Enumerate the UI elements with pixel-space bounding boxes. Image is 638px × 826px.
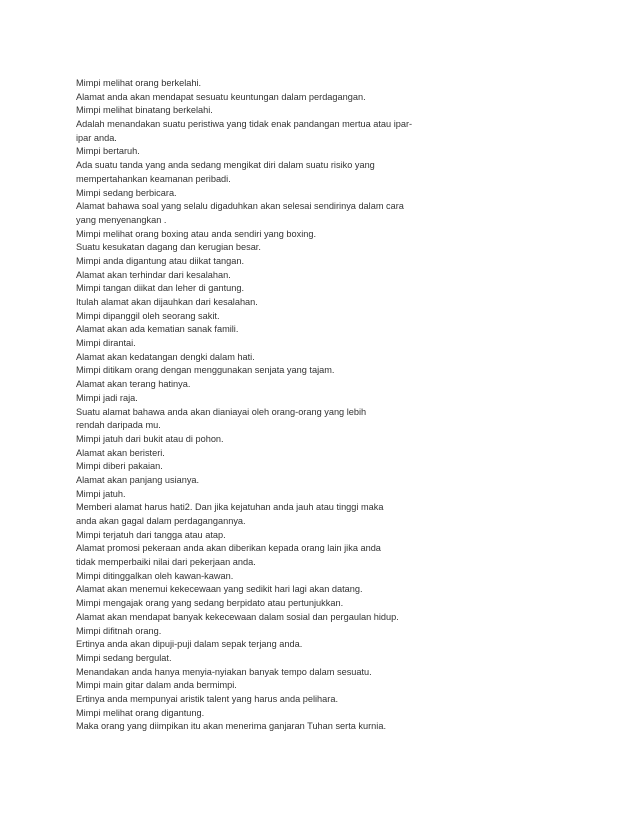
text-line: Memberi alamat harus hati2. Dan jika kejatuhan anda jauh atau tinggi maka: [76, 502, 384, 513]
text-line: Itulah alamat akan dijauhkan dari kesalahan.: [76, 297, 258, 307]
text-line: Maka orang yang diimpikan itu akan menerima ganjaran Tuhan serta kurnia.: [76, 721, 386, 732]
text-line: Ertinya anda mempunyai aristik talent yang harus anda pelihara.: [76, 693, 338, 704]
text-line: Alamat promosi pekeraan anda akan diberikan kepada orang lain jika anda: [76, 543, 381, 554]
text-line: rendah daripada mu.: [76, 420, 161, 431]
text-line: ipar anda.: [76, 132, 117, 143]
text-line: Alamat akan ada kematian sanak famili.: [76, 324, 239, 335]
text-line: Mimpi melihat orang digantung.: [76, 707, 205, 718]
text-line: Mimpi sedang berbicara.: [76, 187, 177, 198]
text-line: Mimpi tangan diikat dan leher di gantung.: [76, 283, 245, 294]
text-line: Mimpi terjatuh dari tangga atau atap.: [76, 529, 226, 540]
text-line: Alamat bahawa soal yang selalu digaduhkan akan selesai sendirinya dalam cara: [76, 201, 404, 212]
text-line: Mimpi mengajak orang yang sedang berpidato atau pertunjukkan.: [76, 598, 344, 609]
text-line: Alamat akan menemui kekecewaan yang sedikit hari lagi akan datang.: [76, 584, 363, 595]
text-line: Mimpi melihat orang boxing atau anda sendiri yang boxing.: [76, 228, 317, 239]
text-line: yang menyenangkan .: [76, 214, 167, 225]
text-line: Mimpi melihat binatang berkelahi.: [76, 105, 213, 116]
text-line: Ada suatu tanda yang anda sedang mengikat diri dalam suatu risiko yang: [76, 160, 375, 171]
text-line: Alamat akan kedatangan dengki dalam hati.: [76, 351, 255, 362]
text-line: Ertinya anda akan dipuji-puji dalam sepak terjang anda.: [76, 639, 303, 650]
text-line: Mimpi jadi raja.: [76, 392, 138, 403]
text-line: Alamat akan mendapat banyak kekecewaan dalam sosial dan pergaulan hidup.: [76, 611, 399, 622]
text-line: anda akan gagal dalam perdagangannya.: [76, 516, 246, 526]
text-line: Mimpi jatuh.: [76, 488, 126, 499]
text-line: Mimpi difitnah orang.: [76, 625, 162, 636]
text-line: Mimpi ditinggalkan oleh kawan-kawan.: [76, 570, 234, 581]
text-line: Mimpi melihat orang berkelahi.: [76, 78, 202, 88]
text-line: Mimpi dipanggil oleh seorang sakit.: [76, 310, 220, 321]
text-line: Mimpi dirantai.: [76, 338, 136, 349]
text-line: Menandakan anda hanya menyia-nyiakan banyak tempo dalam sesuatu.: [76, 666, 372, 677]
text-line: Alamat akan panjang usianya.: [76, 474, 200, 485]
text-line: tidak memperbaiki nilai dari pekerjaan anda.: [76, 557, 256, 568]
text-line: Suatu kesukatan dagang dan kerugian besar.: [76, 242, 261, 253]
text-line: Adalah menandakan suatu peristiwa yang tidak enak pandangan mertua atau ipar-: [76, 119, 413, 130]
text-line: Alamat akan terhindar dari kesalahan.: [76, 269, 231, 280]
text-line: Suatu alamat bahawa anda akan dianiayai oleh orang-orang yang lebih: [76, 406, 367, 417]
text-line: Mimpi ditikam orang dengan menggunakan senjata yang tajam.: [76, 365, 335, 376]
text-line: Alamat anda akan mendapat sesuatu keuntungan dalam perdagangan.: [76, 91, 366, 102]
text-line: mempertahankan keamanan peribadi.: [76, 173, 231, 184]
text-line: Mimpi diberi pakaian.: [76, 461, 163, 472]
text-line: Mimpi jatuh dari bukit atau di pohon.: [76, 433, 224, 444]
text-line: Mimpi anda digantung atau diikat tangan.: [76, 255, 245, 266]
text-line: Mimpi sedang bergulat.: [76, 652, 172, 663]
text-line: Mimpi bertaruh.: [76, 146, 140, 157]
text-line: Mimpi main gitar dalam anda bermimpi.: [76, 680, 237, 691]
text-line: Alamat akan terang hatinya.: [76, 379, 191, 390]
text-line: Alamat akan beristeri.: [76, 447, 165, 458]
document-body: [76, 77, 416, 734]
